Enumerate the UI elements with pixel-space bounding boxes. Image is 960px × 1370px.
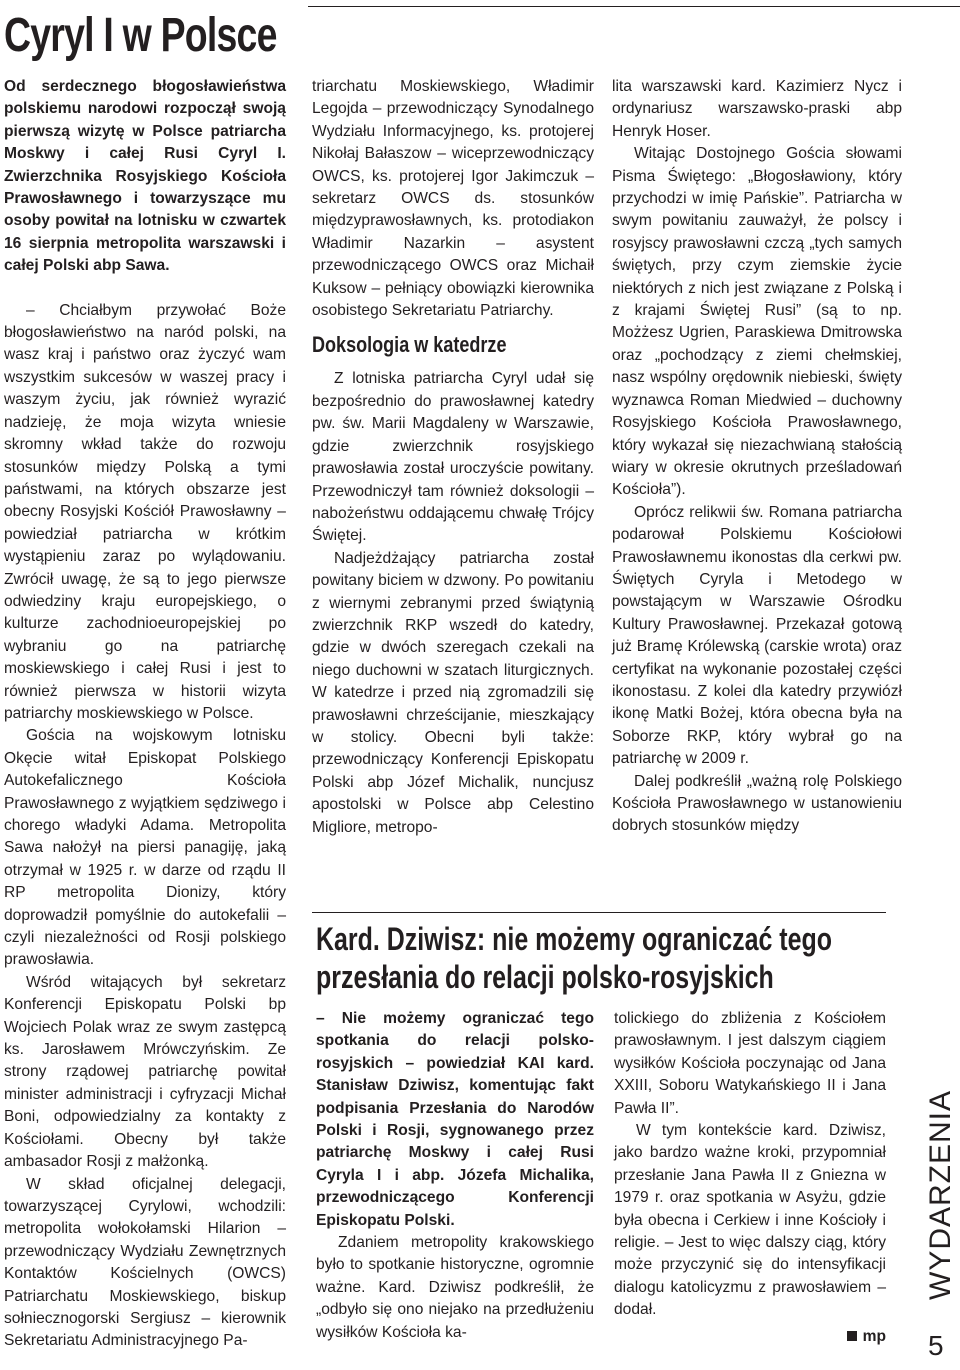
author-signature bbox=[614, 1326, 886, 1348]
body-paragraph: triarchatu Moskiewskiego, Władimir Legojda – przewodniczący Synodalnego Wydziału Informacyjnego, ks. protojerej Nikołaj Bałaszow – wiceprzewodniczący OWCS, ks. protojerej Igor Jakimczuk – sekretarz OWCS ds. stosunków międzyprawosławnych, ks. protodiakon Władimir Nazarkin – asystent przewodniczącego OWCS oraz Michaił Kuksow – pełniący obowiązki kierownika osobistego Sekretariatu Patriarchy. bbox=[312, 78, 594, 320]
column-2 bbox=[312, 76, 594, 839]
body-paragraph: Zdaniem metropolity krakowskiego było to spotkanie historyczne, ogromnie ważne. Kard. Dziwisz podkreślił, że „odbyło się ono niejako na przedłużeniu wysiłków Kościoła ka- bbox=[316, 1234, 594, 1341]
body-paragraph: Dalej podkreślił „ważną rolę Polskiego Kościoła Prawosławnego w ustanowieniu dobrych stosunków między bbox=[612, 772, 902, 835]
column-1 bbox=[4, 76, 286, 1353]
sidebar-lead: – Nie możemy ograniczać tego spotkania do relacji polsko-rosyjskich – powiedział KAI kard. Stanisław Dziwisz, komentując fakt podpisania Przesłania do Narodów Polski i Rosji, sygnowanego przez patriarchę Moskwy i całej Rusi Cyryla I i abp. Józefa Michalika, przewodniczącego Konferencji Episkopatu Polski. bbox=[316, 1010, 594, 1229]
body-paragraph: tolickiego do zbliżenia z Kościołem prawosławnym. I jest dalszym ciągiem wysiłków Kościoła poczynając od Jana XXIII, Soboru Watykańskiego II i Jana Pawła II”. bbox=[614, 1010, 886, 1117]
article-subheading: Doksologia w katedrze bbox=[312, 332, 507, 358]
signature-text: mp bbox=[862, 1327, 886, 1345]
body-paragraph: – Chciałbym przywołać Boże błogosławieństwo na naród polski, na wasz kraj i państwo oraz życzyć wam wszystkim sukcesów w waszej pracy i waszym życiu, jak również wyrazić nadzieję, że moja wizyta wniesie skromny wkład także do rozwoju stosunków między Polską a tymi państwami, na których obszarze jest obecny Rosyjski Kościół Prawosławny – powiedział patriarcha w krótkim wystąpieniu zaraz po wylądowaniu. Zwrócił uwagę, że są to jego pierwsze odwiedziny kraju europejskiego, o kulturze zachodnioeuropejskiej po wybraniu go na patriarchę moskiewskiego i całej Rusi i jest to również pierwsza w historii wizyta patriarchy moskiewskiego w Polsce. bbox=[4, 301, 286, 722]
body-paragraph: Witając Dostojnego Gościa słowami Pisma Świętego: „Błogosławiony, który przychodzi w imię Pańskie”. Patriarcha w swym powitaniu zauważył, że polscy i rosyjscy prawosławni czczą „tych samych świętych, przy czym ziemskie życie niektórych z nich jest związane z Polską i z krajami Świętej Rusi” (są to np. Możżesz Ugrien, Paraskiewa Dmitrowska oraz „pochodzący z ziemi chełmskiej, nasz wspólny orędownik niebieski, święty wyznawca Roman Miedwied – duchowny Rosyjskiego Kościoła Prawosławnego, który wykazał się niezachwianą stałością wiary w okresie okrutnych prześladowań Kościoła”). bbox=[612, 145, 902, 499]
body-paragraph: lita warszawski kard. Kazimierz Nycz i ordynariusz warszawsko-praski abp Henryk Hoser. bbox=[612, 78, 902, 140]
body-paragraph: Gościa na wojskowym lotnisku Okęcie witał Episkopat Polskiego Autokefalicznego Kościoła Prawosławnego z wyjątkiem sędziwego i chorego władyki Adama. Metropolita Sawa nałożył na piersi panagiję, jaką otrzymał w 1925 r. w darze od rządu II RP metropolita Dionizy, który doprowadził pomyślnie do autokefalii – czyli niezależności od Rosji polskiego prawosławia. bbox=[4, 727, 286, 969]
section-label: WYDARZENIA bbox=[924, 1089, 957, 1300]
square-bullet-icon bbox=[847, 1331, 857, 1341]
top-rule bbox=[308, 6, 960, 7]
body-paragraph: Oprócz relikwii św. Romana patriarcha podarował Polskiemu Kościołowi Prawosławnemu ikonostas dla cerkwi pw. Świętych Cyryla i Metodego w powstającym w Warszawie Ośrodku Kultury Prawosławnej. Przekazał gotową już Bramę Królewską (carskie wrota) oraz certyfikat na wykonanie pozostałej części ikonostasu. Z kolei dla katedry przywiózł ikonę Matki Bożej, która obecna była na Soborze RKP, który wybrał go na patriarchę w 2009 r. bbox=[612, 503, 902, 768]
article-lead: Od serdecznego błogosławieństwa polskiemu narodowi rozpoczął swoją pierwszą wizytę w Polsce patriarcha Moskwy i całej Rusi Cyryl I. Zwierzchnika Rosyjskiego Kościoła Prawosławnego i towarzyszące mu osoby powitał na lotnisku w czwartek 16 sierpnia metropolita warszawski i całej Polski abp Sawa. bbox=[4, 78, 286, 275]
article-headline: Cyryl I w Polsce bbox=[4, 9, 277, 62]
sidebar-column-1 bbox=[316, 1008, 594, 1344]
sidebar-title: Kard. Dziwisz: nie możemy ograniczać tego przesłania do relacji polsko-rosyjskich bbox=[316, 921, 832, 995]
body-paragraph: W skład oficjalnej delegacji, towarzyszącej Cyrylowi, wchodzili: metropolita wołokołamski Hilarion – przewodniczący Wydziału Zewnętrznych Kontaktów Kościelnych (OWCS) Patriarchatu Moskiewskiego, biskup sołniecznogorski Sergiusz – kierownik Sekretariatu Administracyjnego Pa- bbox=[4, 1175, 286, 1350]
body-paragraph: Z lotniska patriarcha Cyryl udał się bezpośrednio do prawosławnej katedry pw. św. Marii Magdaleny w Warszawie, gdzie zwierzchnik rosyjskiego prawosławia został uroczyście powitany. Przewodniczył tam również doksologii – nabożeństwu oddającemu chwałę Trójcy Świętej. bbox=[312, 370, 594, 545]
body-paragraph: W tym kontekście kard. Dziwisz, jako bardzo ważne kroki, przypomniał przesłanie Jana Pawła II z Gniezna w 1979 r. oraz spotkania w Asyżu, gdzie była obecna i Cerkiew i inne Kościoły i religie. – Jest to więc dalszy ciąg, który może przyczynić się do intensyfikacji dialogu katolicyzmu z prawosławiem – dodał. bbox=[614, 1122, 886, 1319]
page-number: 5 bbox=[928, 1330, 944, 1361]
column-3 bbox=[612, 76, 902, 838]
body-paragraph: Nadjeżdżający patriarcha został powitany biciem w dzwony. Po powitaniu z wiernymi zebranymi przed świątynią zwierzchnik RKP wszedł do katedry, gdzie w dwóch szeregach czekali na niego duchowni w szatach liturgicznych. W katedrze i przed nią zgromadzili się prawosławni chrześcijanie, mieszkający w stolicy. Obecni byli także: przewodniczący Konferencji Episkopatu Polski abp Józef Michalik, nuncjusz apostolski w Polsce abp Celestino Migliore, metropo- bbox=[312, 549, 594, 836]
sidebar-column-2 bbox=[614, 1008, 886, 1348]
sidebar-rule bbox=[312, 912, 886, 913]
body-paragraph: Wśród witających był sekretarz Konferencji Episkopatu Polski bp Wojciech Polak wraz ze swym zastępcą ks. Jarosławem Mrówczyńskim. Ze strony rządowej patriarchę powitał minister administracji i cyfryzacji Michał Boni, odpowiedzialny za kontakty z Kościołami. Obecny był także ambasador Rosji z małżonką. bbox=[4, 973, 286, 1171]
